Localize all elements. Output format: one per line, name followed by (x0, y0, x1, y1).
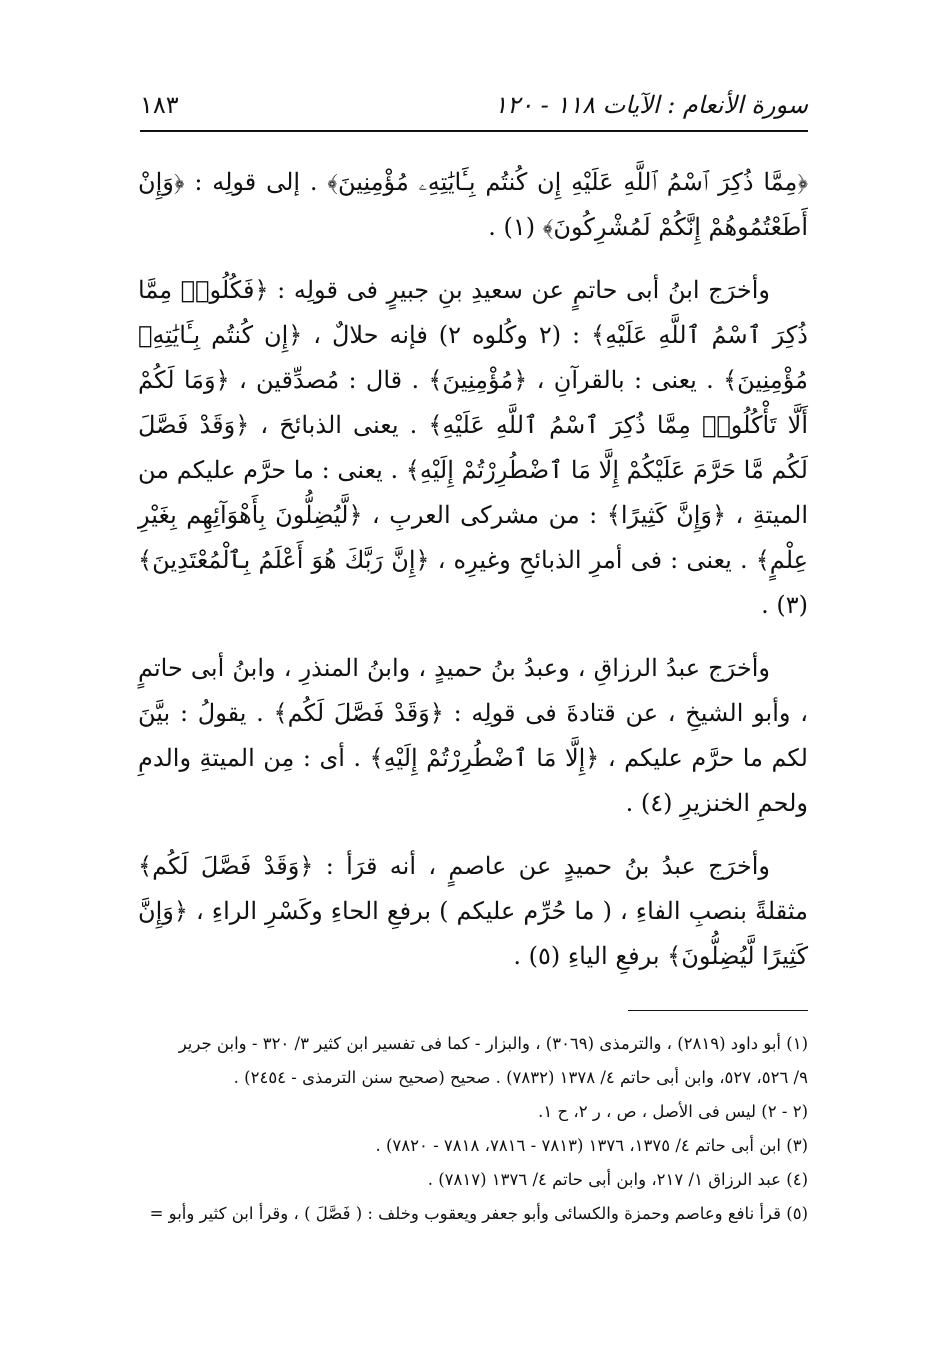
page-header (140, 80, 808, 132)
paragraph-4: وأخرَج عبدُ بنُ حميدٍ عن عاصمٍ ، أنه قرَأ : ﴿وَقَدْ فَصَّلَ لَكُم﴾ مثقلةً بنصبِ الفاءِ ، ( ما حُرِّم عليكم ) برفعِ الحاءِ وكَسْرِ الراءِ ، ﴿وَإِنَّ كَثِيرًا لَّيُضِلُّونَ﴾ برفعِ الياءِ (٥) . (138, 852, 808, 970)
footnote-4: (٤) عبد الرزاق ١/ ٢١٧، وابن أبى حاتم ٤/ ١٣٧٦ (٧٨١٧) . (427, 1170, 808, 1189)
footnote-1: (١) أبو داود (٢٨١٩) ، والترمذى (٣٠٦٩) ، والبزار - كما فى تفسير ابن كثير ٣/ ٣٢٠ - وابن جرير (178, 1034, 808, 1053)
paragraph-2: وأخرَج ابنُ أبى حاتمٍ عن سعيدِ بنِ جبيرٍ فى قولِه : ﴿فَكُلُوا۟ مِمَّا ذُكِرَ ٱسْمُ ٱللَّهِ عَلَيْهِ﴾ : (٢ وكُلوه ٢) فإنه حلالٌ ، ﴿إِن كُنتُم بِـَٔايَٰتِهِۦ مُؤْمِنِينَ﴾ . يعنى : بالقرآنِ ، ﴿مُؤْمِنِينَ﴾ . قال : مُصدِّقين ، ﴿وَمَا لَكُمْ أَلَّا تَأْكُلُوا۟ مِمَّا ذُكِرَ ٱسْمُ ٱللَّهِ عَلَيْهِ﴾ . يعنى الذبائحَ ، ﴿وَقَدْ فَصَّلَ لَكُم مَّا حَرَّمَ عَلَيْكُمْ إِلَّا مَا ٱضْطُرِرْتُمْ إِلَيْهِ﴾ . يعنى : ما حرَّم عليكم من الميتةِ ، ﴿وَإِنَّ كَثِيرًا﴾ : من مشركى العربِ ، ﴿لَّيُضِلُّونَ بِأَهْوَآئِهِم بِغَيْرِ عِلْمٍ﴾ . يعنى : فى أمرِ الذبائحِ وغيرِه ، ﴿إِنَّ رَبَّكَ هُوَ أَعْلَمُ بِٱلْمُعْتَدِينَ﴾ (٣) . (138, 276, 809, 619)
page-number: ١٨٣ (140, 91, 179, 119)
footnotes (138, 1027, 808, 1231)
paragraph-1: ﴿مِمَّا ذُكِرَ ٱسْمُ ٱللَّهِ عَلَيْهِ إِن كُنتُم بِـَٔايَٰتِهِۦ مُؤْمِنِينَ﴾ . إلى قولِه : ﴿وَإِنْ أَطَعْتُمُوهُمْ إِنَّكُمْ لَمُشْرِكُونَ﴾ (١) . (138, 168, 808, 241)
footnote-separator (628, 1010, 808, 1011)
footnote-1-continued: ٩/ ٥٢٦، ٥٢٧، وابن أبى حاتم ٤/ ١٣٧٨ (٧٨٣٢) . صحيح (صحيح سنن الترمذى - ٢٤٥٤) . (233, 1068, 808, 1087)
footnote-5: (٥) قرأ نافع وعاصم وحمزة والكسائى وأبو جعفر ويعقوب وخلف : ( فَصَّلَ ) ، وقرأ ابن كثير وأبو = (149, 1204, 808, 1223)
running-title: سورة الأنعام : الآيات ١١٨ - ١٢٠ (494, 91, 808, 119)
footnote-2: (٢ - ٢) ليس فى الأصل ، ص ، ر ٢، ح ١. (538, 1102, 808, 1121)
main-text (138, 160, 808, 997)
footnote-3: (٣) ابن أبى حاتم ٤/ ١٣٧٥، ١٣٧٦ (٧٨١٣ - ٧٨١٦، ٧٨١٨ - ٧٨٢٠) . (375, 1136, 808, 1155)
paragraph-3: وأخرَج عبدُ الرزاقِ ، وعبدُ بنُ حميدٍ ، وابنُ المنذرِ ، وابنُ أبى حاتمٍ ، وأبو الشيخِ ، عن قتادةَ فى قولِه : ﴿وَقَدْ فَصَّلَ لَكُم﴾ . يقولُ : بيَّنَ لكم ما حرَّم عليكم ، ﴿إِلَّا مَا ٱضْطُرِرْتُمْ إِلَيْهِ﴾ . أى : مِن الميتةِ والدمِ ولحمِ الخنزيرِ (٤) . (138, 654, 808, 817)
